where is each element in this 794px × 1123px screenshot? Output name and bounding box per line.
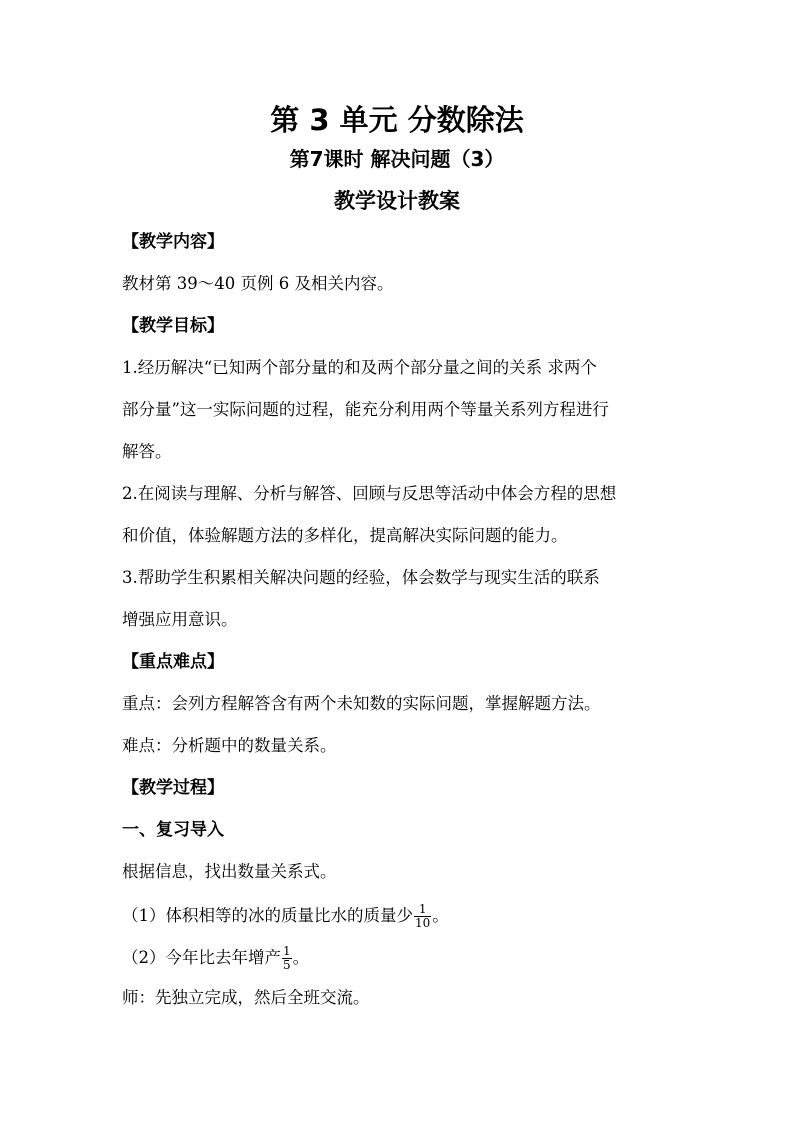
unit-title: 第 3 单元 分数除法 — [270, 103, 524, 137]
fraction-denominator: 5 — [283, 958, 291, 972]
doc-type-title: 教学设计教案 — [334, 189, 460, 213]
question-2-text: （2）今年比去年增产 — [122, 948, 281, 967]
question-1 — [122, 899, 682, 933]
objective-2-line-1: 2.在阅读与理解、分析与解答、回顾与反思等活动中体会方程的思想 — [122, 484, 617, 503]
question-2-fraction — [282, 945, 292, 972]
part-1-intro: 根据信息，找出数量关系式。 — [122, 862, 337, 881]
objective-3-line-1: 3.帮助学生积累相关解决问题的经验，体会数学与现实生活的联系 — [122, 568, 600, 587]
process-heading: 【教学过程】 — [122, 778, 224, 798]
key-point-text: 重点：会列方程解答含有两个未知数的实际问题，掌握解题方法。 — [122, 694, 601, 713]
key-points-heading: 【重点难点】 — [122, 652, 224, 672]
objective-1-line-2: 部分量”这一实际问题的过程，能充分利用两个等量关系列方程进行 — [122, 400, 609, 419]
teacher-instruction: 师：先独立完成，然后全班交流。 — [122, 988, 370, 1007]
content-text: 教材第 39～40 页例 6 及相关内容。 — [122, 274, 394, 293]
objective-1-line-3: 解答。 — [122, 442, 172, 461]
lesson-title: 第7课时 解决问题（3） — [289, 147, 505, 171]
content-heading: 【教学内容】 — [122, 232, 224, 252]
question-2 — [122, 941, 682, 975]
question-2-end: 。 — [292, 948, 310, 967]
objective-2-line-2: 和价值，体验解题方法的多样化，提高解决实际问题的能力。 — [122, 526, 568, 545]
fraction-denominator: 10 — [415, 916, 431, 930]
question-1-end: 。 — [432, 906, 449, 925]
objective-1-line-1: 1.经历解决“已知两个部分量的和及两个部分量之间的关系 求两个 — [122, 358, 597, 377]
objectives-heading: 【教学目标】 — [122, 316, 224, 336]
difficulty-text: 难点：分析题中的数量关系。 — [122, 736, 337, 755]
fraction-numerator: 1 — [414, 903, 431, 917]
question-1-text: （1）体积相等的冰的质量比水的质量少 — [122, 906, 413, 925]
objective-3-line-2: 增强应用意识。 — [122, 610, 238, 629]
question-1-fraction — [414, 903, 431, 930]
fraction-numerator: 1 — [283, 944, 291, 958]
part-1-heading: 一、复习导入 — [122, 820, 224, 840]
